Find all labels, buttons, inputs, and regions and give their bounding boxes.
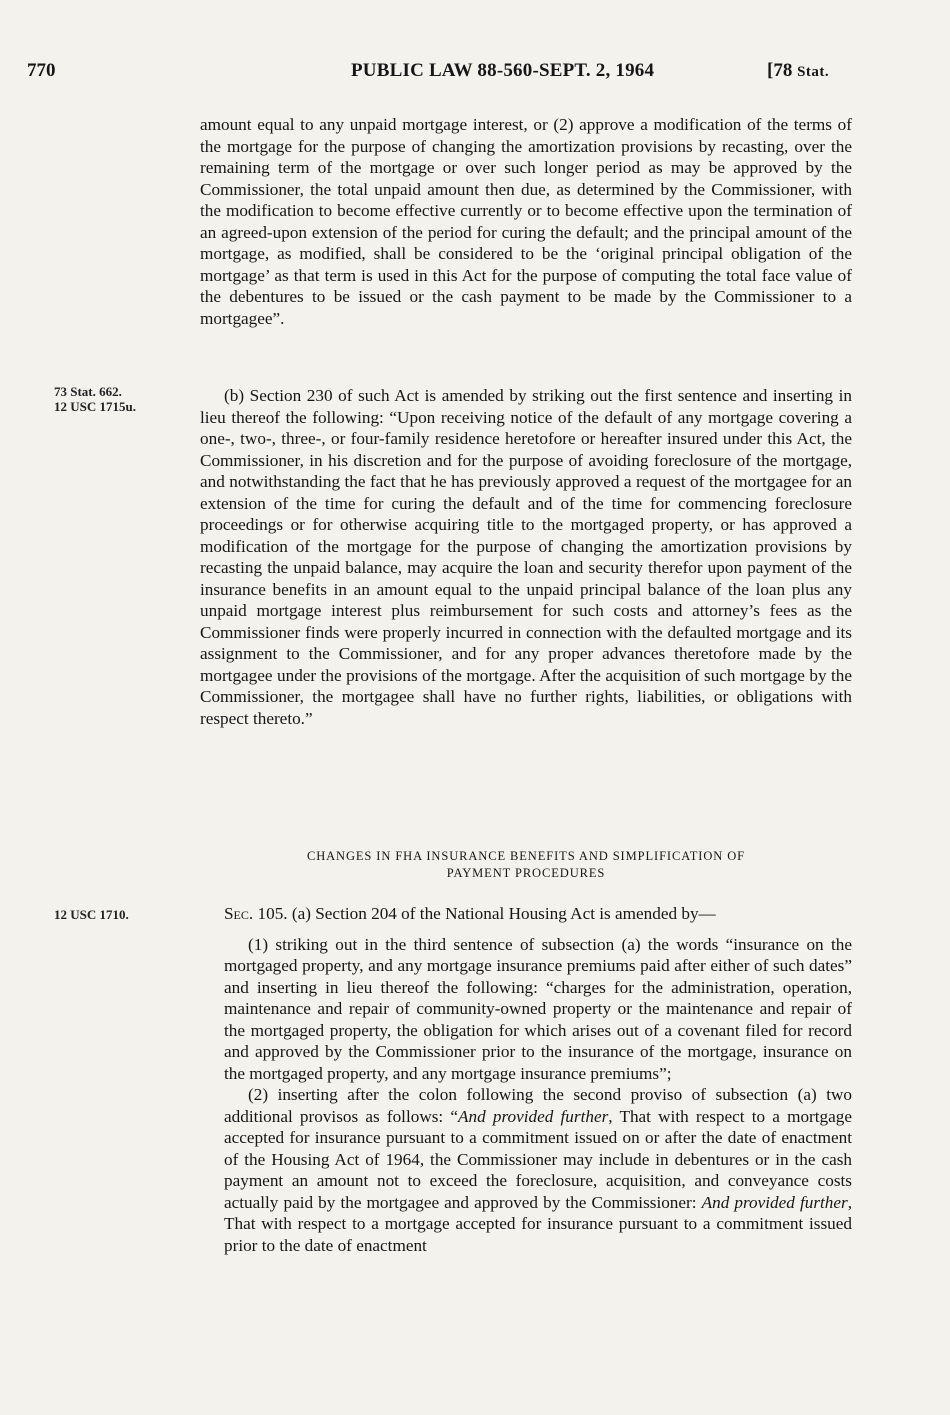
list-item bbox=[200, 1084, 852, 1256]
page-number: 770 bbox=[27, 60, 56, 81]
proviso-italic: And provided further bbox=[458, 1106, 609, 1126]
volume-reference bbox=[767, 60, 829, 82]
item-text: (1) striking out in the third sentence of subsection (a) the words “insurance on the mortgaged property, and any mortgage insurance premiums paid after either of such dates” and inserting in lieu thereof the following: “charges for the administration, operation, maintenance and repair of community-owned property or the maintenance and repair of the mortgaged property, the obligation for which arises out of a covenant filed for record and approved by the Commissioner prior to the insurance of the mortgage, insurance on the mortgaged property, and any mortgage insurance premiums”; bbox=[224, 934, 852, 1083]
proviso-italic: And provided further bbox=[701, 1192, 848, 1212]
item-text: (2) inserting after the colon following the second proviso of subsection (a) two additional provisos as follows: “ bbox=[224, 1085, 852, 1126]
item-text: , That with respect to a mortgage accepted for insurance pursuant to a commitment issued on or after the date of enactment of the Housing Act of 1964, the Commissioner may include in debentures or in the cash payment an amount not to exceed the foreclosure, acquisition, and conveyance costs actually paid by the mortgagee and approved by the Commissioner: bbox=[224, 1106, 852, 1212]
heading-line: PAYMENT PROCEDURES bbox=[446, 866, 606, 880]
list-item bbox=[200, 934, 852, 1085]
volume-suffix: Stat. bbox=[797, 64, 830, 80]
paragraph-text: (b) Section 230 of such Act is amended by striking out the first sentence and inserting in lieu thereof the following: “Upon receiving notice of the default of any mortgage covering a one-, two-, three-, or four-family residence heretofore or hereafter insured under this Act, the Commissioner, in his discretion and for the purpose of avoiding foreclosure of the mortgage, and notwithstanding the fact that he has previously approved a request of the mortgagee for an extension of the time for curing the default and of the time for commencing foreclosure proceedings or for otherwise acquiring title to the mortgaged property, or has approved a modification of the mortgage for the purpose of changing the amortization provisions by recasting the unpaid balance, may acquire the loan and security therefor upon payment of the insurance benefits in an amount equal to the unpaid principal balance of the loan plus any unpaid mortgage interest plus reimbursement for such costs and attorney’s fees as the Commissioner finds were properly incurred in connection with the defaulted mortgage and its assignment to the Commissioner, and for any proper advances theretofore made by the mortgagee under the provisions of the mortgage. After the acquisition of such mortgage by the Commissioner, the mortgagee shall have no further rights, liabilities, or obligations with respect thereto.” bbox=[200, 386, 852, 728]
margin-note-line: 12 USC 1710. bbox=[54, 907, 129, 922]
margin-note-73-stat bbox=[54, 384, 179, 414]
paragraph-text: amount equal to any unpaid mortgage interest, or (2) approve a modification of the terms of the mortgage for the purpose of changing the amortization provisions by recasting, over the remaining term of the mortgage or over such longer period as may be approved by the Commissioner, the total unpaid amount then due, as determined by the Commissioner, with the modification to become effective currently or to become effective upon the termination of an agreed-upon extension of the period for curing the default; and the principal amount of the mortgage, as modified, shall be considered to be the ‘original principal obligation of the mortgage’ as that term is used in this Act for the purpose of computing the total face value of the debentures to be issued or the cash payment to be made by the Commissioner to a mortgagee”. bbox=[200, 115, 852, 328]
heading-line: CHANGES IN FHA INSURANCE BENEFITS AND SIMPLIFICATION OF bbox=[306, 849, 746, 863]
paragraph-section-230 bbox=[200, 385, 852, 729]
paragraph-text: 105. (a) Section 204 of the National Housing Act is amended by— bbox=[253, 904, 716, 923]
item-text: , That with respect to a mortgage accepted for insurance pursuant to a commitment issued prior to the date of enactment bbox=[224, 1192, 852, 1255]
section-heading bbox=[200, 848, 852, 882]
section-label: Sec. bbox=[224, 904, 254, 923]
section-105-body bbox=[200, 903, 852, 1256]
paragraph-continuation bbox=[200, 114, 852, 329]
running-head: PUBLIC LAW 88-560-SEPT. 2, 1964 bbox=[351, 60, 655, 81]
margin-note-line: 12 USC 1715u. bbox=[54, 399, 136, 414]
margin-note-line: 73 Stat. 662. bbox=[54, 384, 122, 399]
page-header bbox=[27, 60, 857, 90]
margin-note-12-usc-1710 bbox=[54, 907, 179, 922]
volume-prefix: [78 bbox=[767, 60, 798, 81]
section-105-intro bbox=[200, 903, 852, 925]
